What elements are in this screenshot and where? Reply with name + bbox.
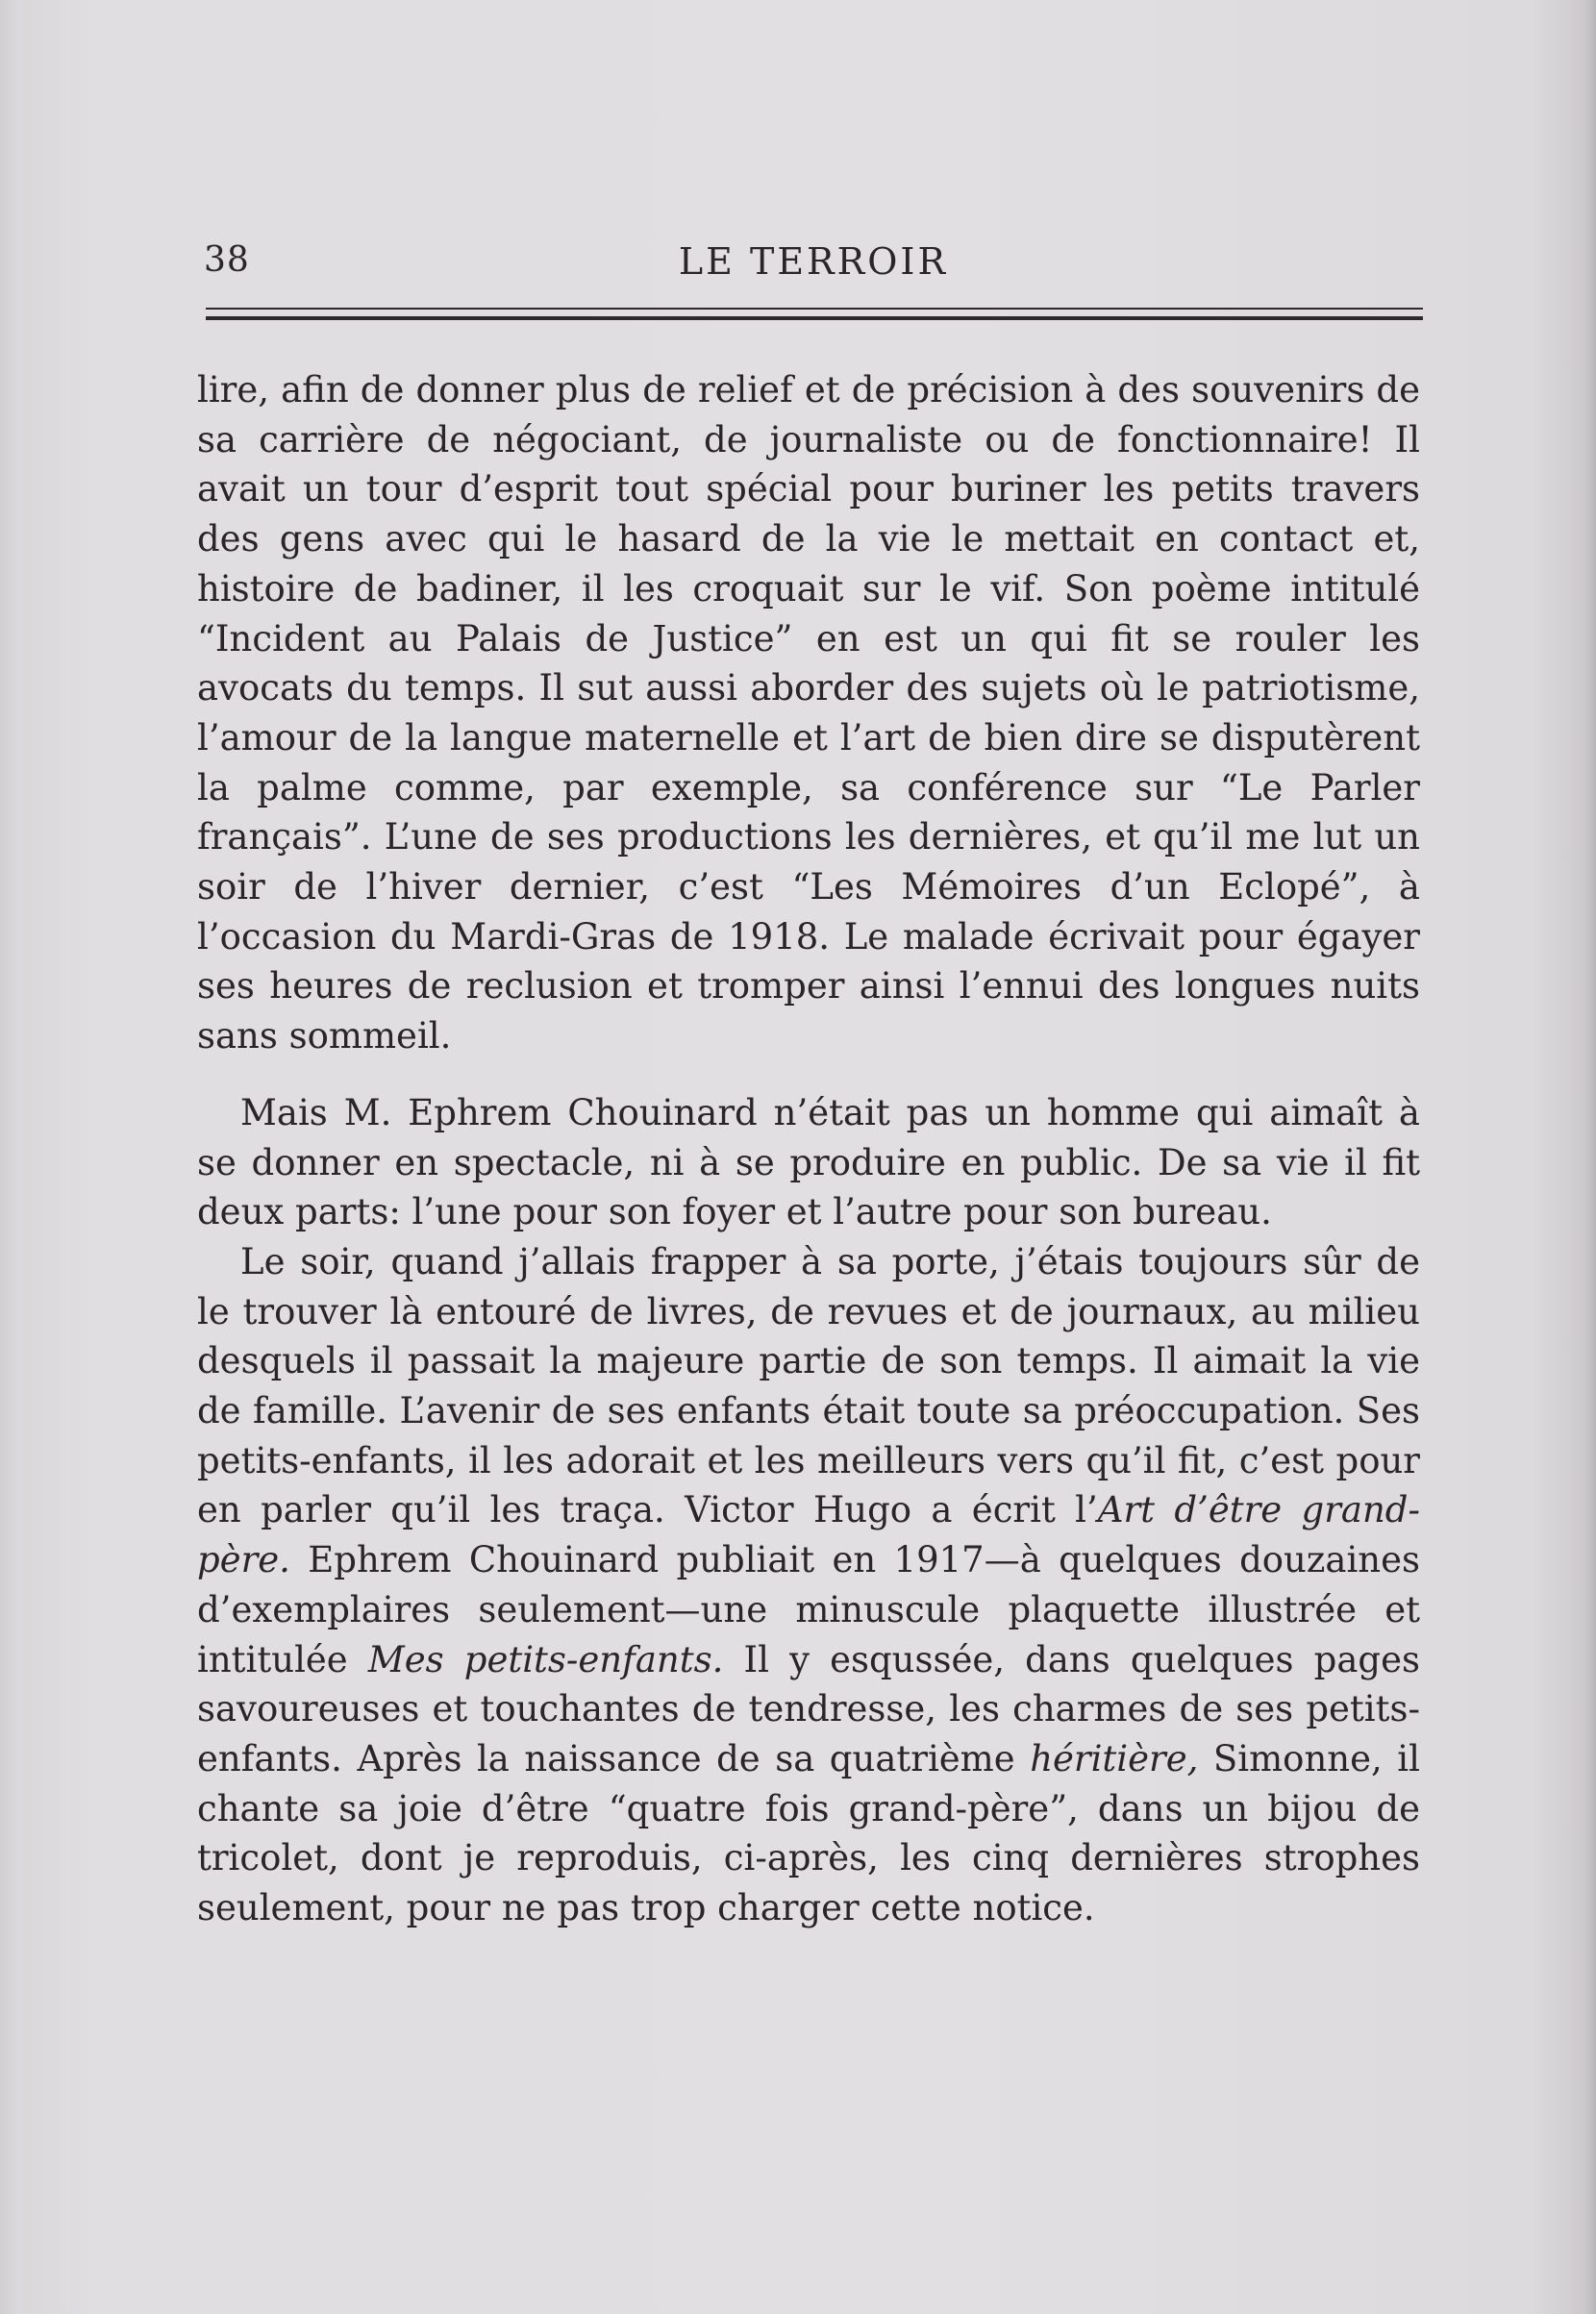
paragraph-text: Mais M. Ephrem Chouinard n’était pas un homme qui aimaît à se donner en spectacle, ni à se produire en public. De sa vie il fit deux parts: l’une pour son foyer et l’autre pour son bureau. — [197, 1091, 1420, 1233]
paragraph-text: Le soir, quand j’allais frapper à sa porte, j’étais toujours sûr de le trouver là entouré de livres, de revues et de journaux, au milieu desquels il passait la majeure partie de son temps. Il aimait la vie de famille. L’avenir de ses enfants était toute sa préoccupation. Ses petits-enfants, il les adorait et les meilleurs vers qu’il fit, c’est pour en parler qu’il les traça. Victor Hugo a écrit l’ — [197, 1240, 1420, 1531]
paragraph — [197, 1088, 1420, 1237]
italic-title-text: héritière, — [1030, 1737, 1199, 1779]
header-rule-thick — [206, 316, 1423, 320]
paragraph-text: lire, afin de donner plus de relief et de précision à des souvenirs de sa carrière de négociant, de journaliste ou de fonctionnaire! Il avait un tour d’esprit tout spécial pour buriner les petits travers des gens avec qui le hasard de la vie le mettait en contact et, histoire de badiner, il les croquait sur le vif. Son poème intitulé “Incident au Palais de Justice” en est un qui fit se rouler les avocats du temps. Il sut aussi aborder des sujets où le patriotisme, l’amour de la langue maternelle et l’art de bien dire se disputèrent la palme comme, par exemple, sa conférence sur “Le Parler français”. L’une de ses productions les dernières, et qu’il me lut un soir de l’hiver dernier, c’est “Les Mémoires d’un Eclopé”, à l’occasion du Mardi-Gras de 1918. Le malade écrivait pour égayer ses heures de reclusion et tromper ainsi l’ennui des longues nuits sans sommeil. — [197, 369, 1420, 1057]
page-edge-left — [0, 0, 21, 2314]
body-text — [197, 365, 1420, 1933]
italic-title-text: Mes petits-enfants. — [367, 1638, 724, 1680]
page-header — [204, 240, 1423, 288]
header-rule-thin — [206, 308, 1423, 310]
paragraph-text: Simonne, il chante sa joie d’être “quatre fois grand-père”, dans un bijou de tricolet, dont je reproduis, ci-après, les cinq dernières strophes seulement, pour ne pas trop charger cette notice. — [197, 1737, 1420, 1929]
paragraph-text: Ephrem Chouinard publiait en 1917—à quelques douzaines d’exemplaires seulement—une minuscule plaquette illustrée et intitulée — [197, 1539, 1420, 1680]
page-number: 38 — [204, 240, 250, 280]
italic-title-text: Art d’être grand-père. — [197, 1489, 1420, 1581]
paragraph — [197, 365, 1420, 1061]
paragraph — [197, 1237, 1420, 1933]
paragraph-text: Il y esqussée, dans quelques pages savoureuses et touchantes de tendresse, les charmes de ses petits-enfants. Après la naissance de sa quatrième — [197, 1638, 1420, 1779]
running-title: LE TERROIR — [678, 240, 949, 283]
page-edge-right — [1583, 0, 1596, 2314]
